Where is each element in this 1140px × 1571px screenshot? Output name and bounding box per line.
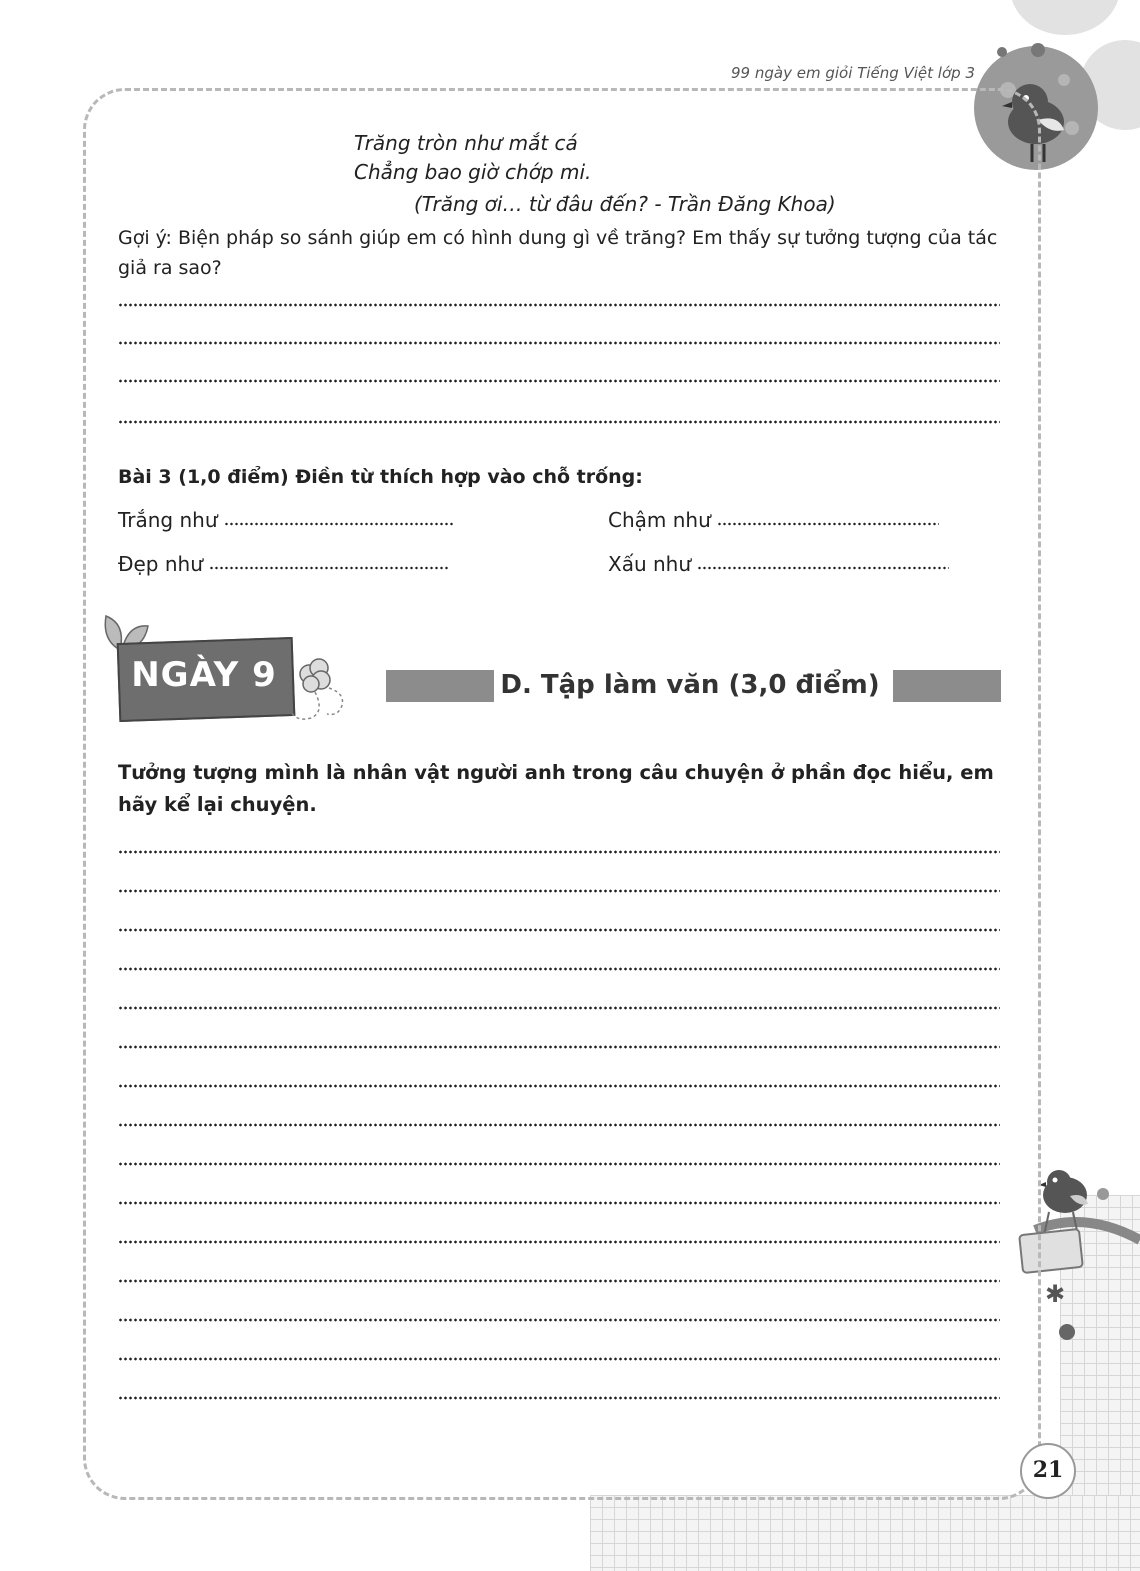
poem-line-1: Trăng tròn như mắt cá bbox=[354, 131, 578, 155]
writing-line[interactable] bbox=[118, 1045, 1000, 1049]
section-bar-right bbox=[893, 670, 1001, 702]
hint-text: Biện pháp so sánh giúp em có hình dung gì về trăng? Em thấy sự tưởng tượng của tác giả ra sao? bbox=[118, 227, 998, 279]
fill-item-cham bbox=[608, 508, 939, 532]
hint-label: Gợi ý: bbox=[118, 227, 172, 249]
writing-line[interactable] bbox=[118, 1240, 1000, 1244]
fill-item-label: Chậm như bbox=[608, 508, 711, 532]
fill-item-xau bbox=[608, 552, 949, 576]
writing-line[interactable] bbox=[118, 1318, 1000, 1322]
grid-background-bottom bbox=[590, 1495, 1140, 1571]
writing-line[interactable] bbox=[118, 1357, 1000, 1361]
fill-blank[interactable] bbox=[717, 522, 939, 526]
writing-line[interactable] bbox=[118, 850, 1000, 854]
writing-line[interactable] bbox=[118, 967, 1000, 971]
writing-prompt: Tưởng tượng mình là nhân vật người anh trong câu chuyện ở phần đọc hiểu, em hãy kể lại chuyện. bbox=[118, 761, 994, 816]
answer-line bbox=[118, 379, 1000, 383]
fill-item-label: Trắng như bbox=[118, 508, 218, 532]
writing-line[interactable] bbox=[118, 889, 1000, 893]
writing-line[interactable] bbox=[118, 1396, 1000, 1400]
flower-swirl-icon bbox=[285, 652, 355, 722]
writing-line[interactable] bbox=[118, 1084, 1000, 1088]
poem-source-text: (Trăng ơi… từ đâu đến? - Trần Đăng Khoa) bbox=[414, 192, 836, 216]
hint-paragraph bbox=[118, 223, 1003, 283]
section-bar-left bbox=[386, 670, 494, 702]
writing-line[interactable] bbox=[118, 1123, 1000, 1127]
fill-item-label: Đẹp như bbox=[118, 552, 203, 576]
answer-line bbox=[118, 420, 1000, 424]
poem-source bbox=[414, 192, 836, 216]
answer-line bbox=[118, 341, 1000, 345]
book-title: 99 ngày em giỏi Tiếng Việt lớp 3 bbox=[731, 64, 975, 82]
fill-blank[interactable] bbox=[697, 566, 949, 570]
fill-item-trang bbox=[118, 508, 454, 532]
writing-line[interactable] bbox=[118, 1201, 1000, 1205]
writing-line[interactable] bbox=[118, 1279, 1000, 1283]
day-label: NGÀY 9 bbox=[131, 655, 277, 695]
writing-line[interactable] bbox=[118, 1162, 1000, 1166]
fill-item-dep bbox=[118, 552, 449, 576]
poem-line-2: Chẳng bao giờ chớp mi. bbox=[354, 160, 592, 184]
writing-line[interactable] bbox=[118, 1006, 1000, 1010]
page-number: 21 bbox=[1032, 1457, 1064, 1483]
section-title: D. Tập làm văn (3,0 điểm) bbox=[500, 670, 880, 700]
fill-blank[interactable] bbox=[209, 566, 449, 570]
svg-text:✱: ✱ bbox=[1045, 1280, 1066, 1308]
exercise-3-title: Bài 3 (1,0 điểm) Điền từ thích hợp vào chỗ trống: bbox=[118, 466, 643, 488]
answer-line bbox=[118, 303, 1000, 307]
writing-line[interactable] bbox=[118, 928, 1000, 932]
fill-item-label: Xấu như bbox=[608, 552, 692, 576]
decor-circle-top bbox=[1010, 0, 1120, 35]
fill-blank[interactable] bbox=[224, 522, 454, 526]
